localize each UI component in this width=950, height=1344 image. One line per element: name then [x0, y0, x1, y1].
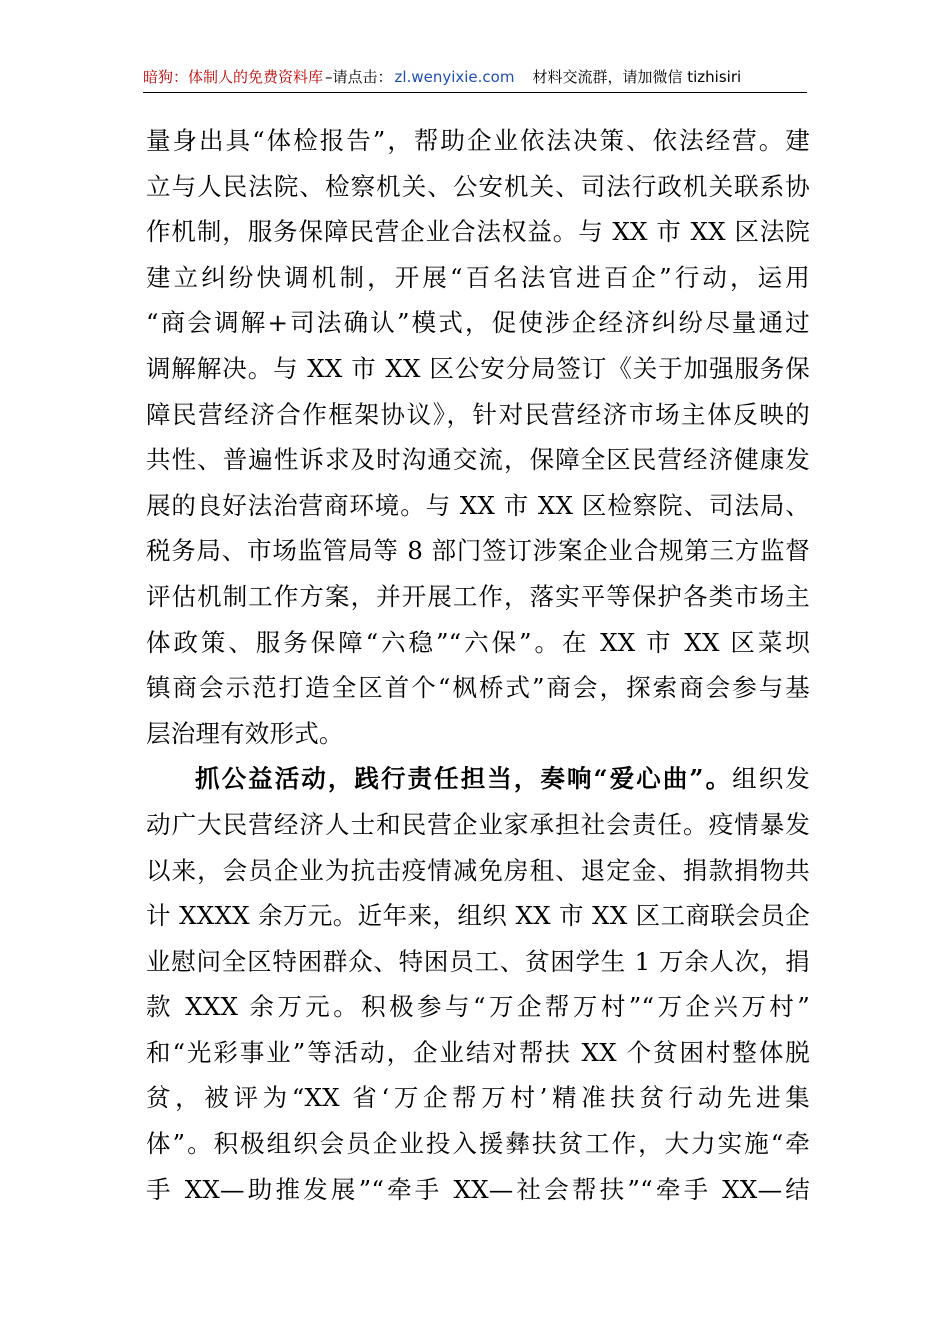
- paragraph-line: 层治理有效形式。: [146, 718, 344, 748]
- paragraph-line: 贫，被评为“XX 省‘万企帮万村’精准扶贫行动先进集: [146, 1083, 810, 1113]
- paragraph-line: 立与人民法院、检察机关、公安机关、司法行政机关联系协: [146, 171, 810, 201]
- paragraph-line: 展的良好法治营商环境。与 XX 市 XX 区检察院、司法局、: [146, 490, 810, 520]
- paragraph-line: 建立纠纷快调机制，开展“百名法官进百企”行动，运用: [146, 262, 810, 292]
- paragraph-first-line-rest: 组织发: [732, 764, 810, 794]
- paragraph-first-line: [146, 756, 810, 802]
- paragraph-line: 计 XXXX 余万元。近年来，组织 XX 市 XX 区工商联会员企: [146, 901, 810, 931]
- paragraph-line: 作机制，服务保障民营企业合法权益。与 XX 市 XX 区法院: [146, 217, 810, 247]
- paragraph-line: 手 XX—助推发展”“牵手 XX—社会帮扶”“牵手 XX—结: [146, 1174, 810, 1204]
- paragraph-line: 和“光彩事业”等活动，企业结对帮扶 XX 个贫困村整体脱: [146, 1037, 810, 1067]
- paragraph-line: 税务局、市场监管局等 8 部门签订涉案企业合规第三方监督: [146, 536, 810, 566]
- paragraph-1: [146, 118, 810, 756]
- paragraph-line: 体”。积极组织会员企业投入援彝扶贫工作，大力实施“牵: [146, 1129, 810, 1159]
- paragraph-line: “商会调解+司法确认”模式，促使涉企经济纠纷尽量通过: [146, 308, 810, 338]
- paragraph-line: 动广大民营经济人士和民营企业家承担社会责任。疫情暴发: [146, 809, 810, 839]
- paragraph-line: 以来，会员企业为抗击疫情减免房租、退定金、捐款捐物共: [146, 855, 810, 885]
- paragraph-heading: 抓公益活动，践行责任担当，奏响“爱心曲”。: [195, 764, 733, 794]
- header-separator: –请点击：: [325, 68, 393, 86]
- paragraph-line: 障民营经济合作框架协议》，针对民营经济市场主体反映的: [146, 399, 810, 429]
- paragraph-line: 款 XXX 余万元。积极参与“万企帮万村”“万企兴万村”: [146, 992, 810, 1022]
- document-body: [146, 118, 810, 1212]
- header-brand: 暗狗：体制人的免费资料库: [143, 68, 324, 86]
- paragraph-line: 体政策、服务保障“六稳”“六保”。在 XX 市 XX 区菜坝: [146, 627, 810, 657]
- page-header: [143, 66, 807, 93]
- paragraph-line: 量身出具“体检报告”，帮助企业依法决策、依法经营。建: [146, 126, 810, 155]
- header-note: 材料交流群，请加微信 tizhisiri: [532, 68, 742, 86]
- paragraph-line: 调解解决。与 XX 市 XX 区公安分局签订《关于加强服务保: [146, 353, 810, 383]
- paragraph-line: 评估机制工作方案，并开展工作，落实平等保护各类市场主: [146, 581, 810, 611]
- header-link[interactable]: zl.wenyixie.com: [394, 68, 515, 86]
- paragraph-2: [146, 756, 810, 1212]
- paragraph-line: 共性、普遍性诉求及时沟通交流，保障全区民营经济健康发: [146, 445, 810, 475]
- paragraph-line: 业慰问全区特困群众、特困员工、贫困学生 1 万余人次，捐: [146, 946, 810, 976]
- paragraph-line: 镇商会示范打造全区首个“枫桥式”商会，探索商会参与基: [146, 673, 810, 703]
